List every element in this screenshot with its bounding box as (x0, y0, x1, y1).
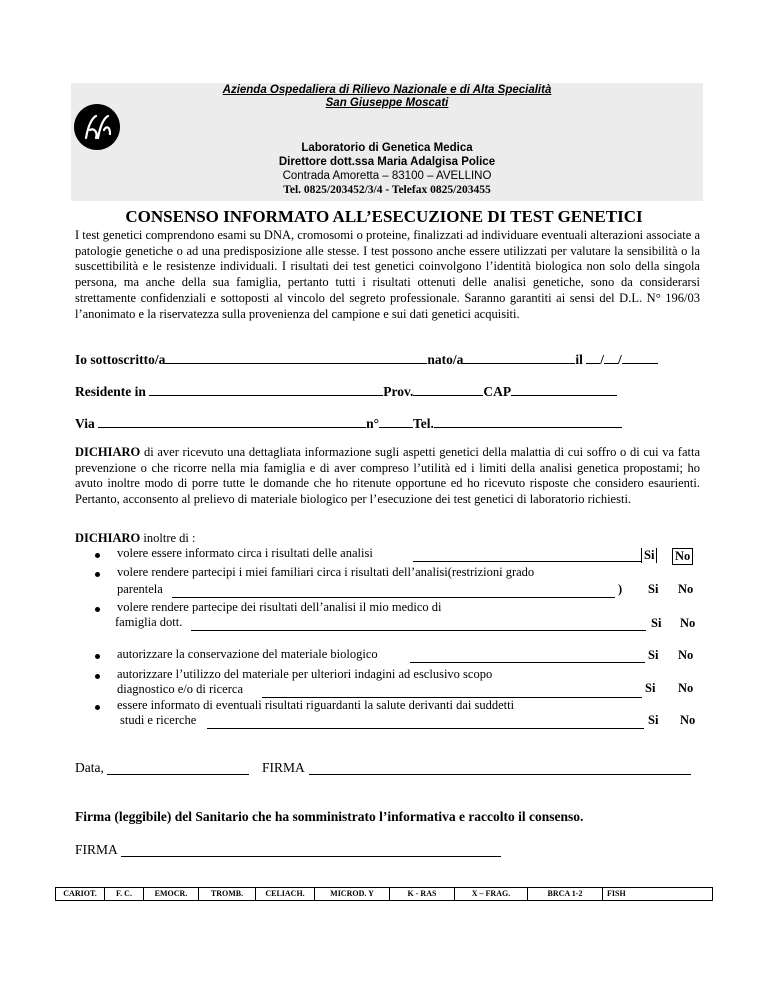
medico-line[interactable] (191, 630, 646, 631)
test-code-cell[interactable]: X – FRAG. (455, 888, 528, 900)
label-residente: Residente in (75, 384, 146, 399)
residence-field[interactable] (149, 381, 383, 396)
studi-line (207, 728, 644, 729)
signature-field[interactable] (309, 774, 691, 775)
signature-label: FIRMA (262, 760, 305, 775)
sanitario-signature-label: FIRMA (75, 842, 118, 857)
row-name (75, 349, 658, 368)
sanitario-heading: Firma (leggibile) del Sanitario che ha somministrato l’informativa e raccolto il consenso. (75, 809, 584, 824)
birth-month-field[interactable] (604, 349, 618, 364)
test-code-cell[interactable]: EMOCR. (144, 888, 199, 900)
date-separator: / (618, 352, 622, 367)
name-field[interactable] (165, 349, 427, 364)
phone-field[interactable] (434, 413, 622, 428)
item-medico: volere rendere partecipe dei risultati dell’analisi il mio medico di (117, 600, 442, 614)
bullet-icon (95, 654, 100, 659)
test-code-cell[interactable]: F. C. (105, 888, 144, 900)
label-via: Via (75, 416, 95, 431)
no-option[interactable]: No (680, 616, 696, 630)
si-option[interactable]: Si (651, 616, 662, 630)
item-informato-line (413, 561, 641, 562)
bullet-icon (95, 553, 100, 558)
item-parentela: parentela (117, 582, 163, 596)
row-address (75, 413, 622, 432)
bullet-icon (95, 705, 100, 710)
conservazione-line (410, 662, 645, 663)
test-code-cell[interactable]: K - RAS (390, 888, 455, 900)
test-code-cell[interactable]: CARIOT. (56, 888, 105, 900)
si-option[interactable]: Si (648, 648, 659, 662)
test-code-cell[interactable]: MICROD. Y (315, 888, 390, 900)
label-il: il (575, 352, 583, 367)
parentela-line[interactable] (172, 597, 615, 598)
si-option[interactable]: Si (648, 582, 659, 596)
no-option[interactable]: No (680, 713, 696, 727)
declaration-intro-suffix: inoltre di : (140, 531, 196, 545)
province-field[interactable] (413, 381, 483, 396)
cap-field[interactable] (511, 381, 617, 396)
label-cap: CAP (483, 384, 512, 399)
si-option[interactable]: Si (645, 681, 656, 695)
row-residence (75, 381, 617, 400)
bullet-icon (95, 674, 100, 679)
item-ricerca: diagnostico e/o di ricerca (117, 682, 243, 696)
date-field[interactable] (107, 774, 249, 775)
street-number-field[interactable] (379, 413, 413, 428)
label-prov: Prov. (383, 384, 414, 399)
no-option[interactable]: No (678, 648, 694, 662)
hospital-name: Azienda Ospedaliera di Rilievo Nazionale e di Alta Specialità (222, 84, 552, 96)
item-utilizzo: autorizzare l’utilizzo del materiale per ulteriori indagini ad esclusivo scopo (117, 667, 493, 681)
test-codes-table (55, 887, 713, 901)
item-familiari: volere rendere partecipi i miei familiari circa i risultati dell’analisi(restrizioni grado (117, 565, 535, 579)
declaration-paragraph (75, 445, 700, 508)
item-conservazione: autorizzare la conservazione del materiale biologico (117, 647, 378, 661)
si-option[interactable]: Si (648, 713, 659, 727)
date-label: Data, (75, 760, 104, 775)
item-famiglia-dott: famiglia dott. (115, 615, 183, 629)
no-option[interactable]: No (678, 582, 694, 596)
letterhead (71, 83, 703, 201)
si-option[interactable]: Si (641, 548, 657, 563)
no-option[interactable]: No (672, 548, 693, 565)
dichiaro-label: DICHIARO (75, 445, 141, 459)
phone: Tel. 0825/203452/3/4 - Telefax 0825/203455 (283, 184, 491, 196)
hospital-logo (74, 104, 120, 150)
declaration-intro (75, 531, 196, 546)
test-code-cell[interactable]: BRCA 1-2 (528, 888, 603, 900)
street-field[interactable] (98, 413, 366, 428)
parentela-close: ) (618, 582, 623, 596)
bullet-icon (95, 607, 100, 612)
item-studi: studi e ricerche (120, 713, 197, 727)
bullet-icon (95, 572, 100, 577)
label-tel: Tel. (413, 416, 434, 431)
item-risultati-salute: essere informato di eventuali risultati riguardanti la salute derivanti dai suddetti (117, 698, 515, 712)
dichiaro-label-2: DICHIARO (75, 531, 141, 545)
address: Contrada Amoretta – 83100 – AVELLINO (282, 170, 492, 182)
item-informato: volere essere informato circa i risultati delle analisi (117, 546, 373, 560)
birthplace-field[interactable] (463, 349, 575, 364)
document-title: CONSENSO INFORMATO ALL’ESECUZIONE DI TEST GENETICI (125, 207, 643, 226)
no-option[interactable]: No (678, 681, 694, 695)
test-code-cell[interactable]: CELIACH. (256, 888, 315, 900)
birth-day-field[interactable] (586, 349, 600, 364)
sanitario-signature-field[interactable] (121, 856, 501, 857)
declaration-text: di aver ricevuto una dettagliata informazione sugli aspetti genetici della malattia di cui soffro o di cui va fatta prevenzione o che ricorre nella mia famiglia e di aver compreso l’utilità ed i limiti della analisi genetica propostami; ho avuto inoltre modo di porre tutte le domande che ho ritenute opportune ed ho ricevuto risposte che considero esaurienti. Pertanto, acconsento al prelievo di materiale biologico per l’esecuzione dei test genetici di laboratorio richiesti. (75, 445, 700, 507)
test-code-cell[interactable]: FISH (607, 889, 626, 898)
director: Direttore dott.ssa Maria Adalgisa Police (278, 156, 496, 168)
intro-paragraph: I test genetici comprendono esami su DNA, cromosomi o proteine, finalizzati ad individuare eventuali alterazioni associate a patologie genetiche o ad una predisposizione alle stesse. I test possono anche essere utilizzati per valutare la sensibilità o la suscettibilità e le resistenze individuali. I risultati dei test genetici coinvolgono l’identità biologica non solo della singola persona, ma anche della sua famiglia, pertanto tutti i risultati ottenuti delle analisi genetiche, sono da considerarsi strettamente confidenziali e sottoposti al vincolo del segreto professionale. Saranno garantiti ai sensi del D.L. N° 196/03 l’anonimato e la riservatezza sulla provenienza del campione e sui dati genetici acquisiti. (75, 228, 700, 321)
lab-name: Laboratorio di Genetica Medica (301, 142, 473, 154)
label-numero: n° (366, 416, 380, 431)
test-code-cell[interactable]: TROMB. (199, 888, 256, 900)
birth-year-field[interactable] (622, 349, 658, 364)
date-separator: / (600, 352, 605, 367)
hospital-subname: San Giuseppe Moscati (325, 97, 449, 109)
label-nato: nato/a (427, 352, 464, 367)
label-sottoscritto: Io sottoscritto/a (75, 352, 166, 367)
